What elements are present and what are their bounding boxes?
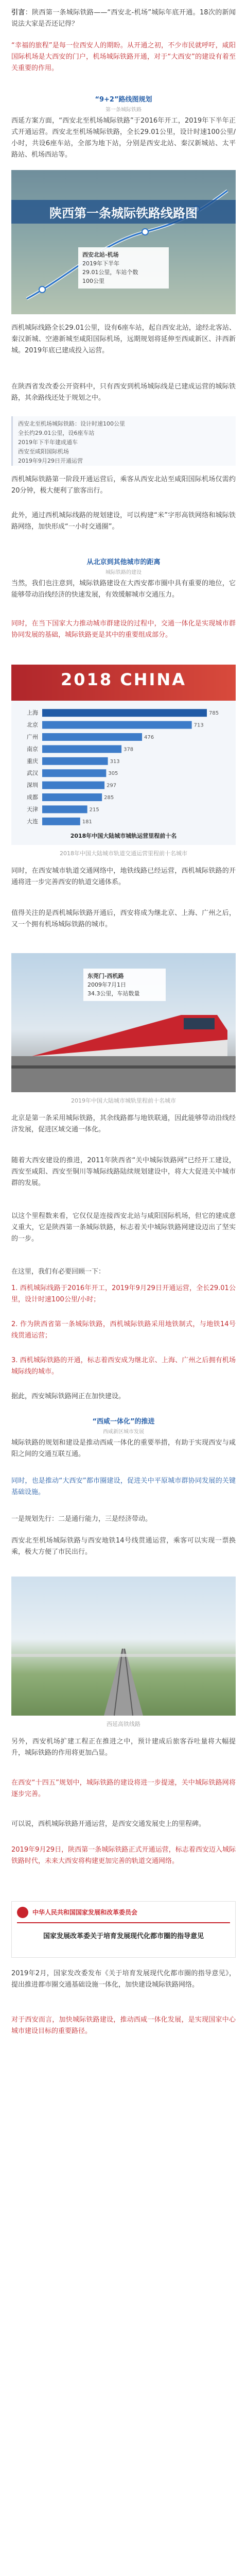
route-map-graphic [11, 170, 236, 314]
paragraph-7: 当然，我们也注意到，城际铁路建设在大西安都市圈中具有重要的地位，它能够带动沿线经济的快速发展，有效缓解城市交通压力。 [11, 580, 236, 599]
paragraph-17: 3. 西机城际铁路的开通，标志着西安成为继北京、上海、广州之后拥有机场城际线的城市。 [11, 1357, 236, 1376]
route-info-length: 29.01公里，车站个数 [82, 269, 138, 276]
quote-line: 全长约29.01公里，设6座车站 [18, 430, 95, 436]
bar-value-label: 785 [209, 710, 219, 717]
bar-chart [11, 703, 236, 842]
train-info-length: 34.3公里，车站数量 [87, 990, 140, 997]
route-map-image [11, 170, 236, 314]
section-subheading-2: 城际铁路的建设 [105, 570, 142, 575]
train-info-time: 2009年7月1日 [87, 981, 126, 988]
bar [42, 745, 121, 753]
bar-category-label: 成都 [27, 794, 38, 801]
section-title-3 [0, 1416, 247, 1435]
bar-category-label: 重庆 [27, 757, 38, 765]
railway-landscape-photo [11, 1577, 236, 1716]
bar-category-label: 北京 [27, 721, 38, 728]
bar [42, 757, 108, 765]
paragraph-4: 在陕西省发改委公开资料中，只有西安到机场城际线是已建成运营的城际铁路，其余路线还处于规划之中。 [11, 383, 236, 402]
doc-title: 国家发展改革委关于培育发展现代化都市圈的指导意见 [43, 1933, 204, 1940]
bar [42, 733, 142, 741]
bar-category-label: 广州 [27, 734, 38, 741]
paragraph-12: 随着大西安建设的推进，2011年陕西省“关中城际铁路网”已经开工建设，西安至咸阳、西安至铜川等城际线路陆续规划建设中，将大大促进关中城市群的发展。 [11, 1157, 236, 1187]
bar [42, 818, 80, 825]
bar [42, 805, 87, 813]
quote-line: 西安至咸阳国际机场 [18, 448, 69, 455]
bar-value-label: 215 [89, 807, 99, 813]
doc-header: 中华人民共和国国家发展和改革委员会 [32, 1909, 138, 1916]
train-photo [11, 953, 236, 1092]
route-map-title: 陕西第一条城际铁路线路图 [49, 206, 198, 221]
paragraph-1: “幸福的旅程”是每一位西安人的期盼。从开通之初，不少市民就呼吁，咸阳国际机场是大西安的门户，机场城际铁路开通，对于“大西安”的建设有着至关重要的作用。 [11, 42, 236, 72]
paragraph-6: 此外，通过西机城际线路的规划建设，可以构建“米”字形高铁网络和城际铁路网络，加快形成“一小时交通圈”。 [11, 512, 236, 531]
section-title-1 [0, 94, 247, 113]
paragraph-13: 以这个里程数来看，它仅仅是连接西安北站与咸阳国际机场，但它的建成意义重大，它是陕西第一条城际铁路，标志着关中城际铁路网建设迈出了坚实的一步。 [11, 1212, 236, 1243]
route-info-speed: 100公里 [82, 278, 104, 284]
bar-value-label: 313 [110, 758, 120, 765]
bar [42, 709, 207, 717]
chart-caption: 2018年中国大陆城市轨道交通运营里程前十名城市 [60, 850, 187, 857]
bar [42, 782, 104, 789]
doc-divider [17, 1922, 230, 1923]
chart-banner-text: 2018 CHINA [61, 670, 186, 689]
chart-banner [11, 665, 236, 701]
paragraph-18: 据此，西安城际铁路网正在加快建设。 [11, 1393, 126, 1400]
bar-value-label: 378 [123, 747, 134, 753]
government-doc-screenshot [11, 1901, 236, 1958]
quote-line: 2019年下半年建成通车 [18, 439, 78, 446]
bar [42, 721, 192, 729]
intro-text: ：陕西第一条城际铁路——“西安北-机场”城际年底开通。18次的新闻说法大家是否还记得？ [11, 9, 236, 28]
chart-title: 2018年中国大陆城市城轨运营里程前十名 [70, 833, 177, 839]
paragraph-25: 可以说，西机城际铁路开通运营，是西安交通发展史上的里程碑。 [11, 1820, 206, 1828]
section-subheading-3: 西咸新区城市发展 [103, 1429, 144, 1435]
landscape-caption: 西延高铁线路 [107, 1721, 140, 1727]
paragraph-14: 在这里，我们有必要回顾一下： [11, 1268, 105, 1276]
bar-category-label: 深圳 [27, 782, 38, 789]
route-info-time: 2019年下半年 [82, 260, 119, 267]
bar [42, 769, 106, 777]
paragraph-8: 同时，在当下国家大力推动城市群建设的过程中，交通一体化是实现城市群协同发展的基础，城际铁路更是其中的重要组成部分。 [11, 620, 236, 639]
bar-value-label: 297 [107, 783, 117, 789]
intro-lead: 引言 [11, 9, 25, 16]
train-info-name: 东莞门-西机路 [87, 973, 124, 979]
paragraph-15: 1. 西机城际线路于2016年开工，2019年9月29日开通运营，全长29.01公里，设计时速100公里/小时； [11, 1284, 236, 1303]
route-info-name: 西安北站-机场 [82, 251, 119, 258]
bar-value-label: 713 [193, 722, 204, 728]
paragraph-5: 西机城际铁路第一阶段开通运营后，乘客从西安北站至咸阳国际机场仅需约20分钟，极大便利了旅客出行。 [11, 476, 236, 495]
paragraph-20: 同时，也是推动“大西安”都市圈建设，促进关中平原城市群协同发展的关键基础设施。 [11, 1477, 236, 1496]
intro-paragraph [11, 7, 236, 30]
paragraph-2: 西延方案方面，“西安北至机场城际铁路”于2016年开工，2019年下半年正式开通运营。西安北至机场城际铁路，全长29.01公里，设计时速100公里/小时，共设6座车站，全部为地下站，分别是西安北站、秦汉新城站、太平路站、机场西站等。 [11, 117, 236, 159]
bar-category-label: 武汉 [27, 770, 38, 777]
paragraph-27: 2019年2月，国家发改委发布《关于培育发展现代化都市圈的指导意见》，提出推进都市圈交通基础设施一体化，加快建设城际铁路网络。 [11, 1970, 236, 1989]
section-title-2 [0, 556, 247, 575]
railway-landscape-graphic [11, 1577, 236, 1716]
quote-line: 西安北至机场城际铁路：设计时速100公里 [18, 420, 125, 427]
paragraph-16: 2. 作为陕西省第一条城际铁路，西机城际铁路采用地铁制式，与地铁14号线贯通运营； [11, 1320, 236, 1340]
quote-box-1 [11, 416, 236, 466]
bar-value-label: 476 [144, 735, 154, 741]
section-heading-3: “西咸一体化”的推进 [92, 1418, 155, 1426]
bar [42, 793, 102, 801]
quote-line: 2019年9月29日开通运营 [18, 457, 83, 464]
paragraph-19: 城际铁路的规划和建设是推动西咸一体化的重要举措，有助于实现西安与咸阳之间的交通互联互通。 [11, 1439, 236, 1458]
bar-category-label: 天津 [27, 806, 38, 813]
bar-category-label: 南京 [27, 745, 38, 753]
bar-category-label: 大连 [27, 818, 38, 825]
section-heading-1: “9+2”路线图规划 [95, 96, 152, 104]
bar-value-label: 305 [108, 771, 118, 777]
emblem-icon [17, 1907, 28, 1918]
paragraph-26: 2019年9月29日，陕西第一条城际铁路正式开通运营，标志着西安迈入城际铁路时代，未来大西安将构建更加完善的轨道交通网络。 [11, 1846, 236, 1865]
paragraph-11: 北京是第一条采用城际铁路，其余线路都与地铁联通，因此能够带动沿线经济发展，促进区域交通一体化。 [11, 1114, 236, 1133]
bar-value-label: 285 [104, 795, 114, 801]
section-subheading-1: 第一条城际铁路 [105, 107, 142, 113]
train-photo-caption: 2019年中国大陆城市城轨里程前十名城市 [71, 1097, 176, 1104]
paragraph-10: 值得关注的是西机城际铁路开通后，西安将成为继北京、上海、广州之后，又一个拥有机场城际铁路的城市。 [11, 909, 236, 928]
ranking-chart-panel [11, 665, 236, 845]
section-heading-2: 从北京到其他城市的距离 [86, 558, 161, 566]
paragraph-3: 西机城际线路全长29.01公里，设有6座车站，起自西安北站，途经北客站、秦汉新城、空港新城至咸阳国际机场，远期规划将延伸至西咸新区、沣西新城。2019年底已建成投入运营。 [11, 324, 236, 354]
paragraph-9: 同时，在西安城市轨道交通网络中，地铁线路已经运营，西机城际铁路的开通将进一步完善西安的轨道交通体系。 [11, 867, 236, 886]
paragraph-23: 另外，西安机场扩建工程正在推进之中，预计建成后旅客吞吐量将大幅提升，城际铁路的作用将更加凸显。 [11, 1738, 236, 1757]
bar-category-label: 上海 [27, 709, 38, 717]
train-info-box [83, 969, 166, 1001]
paragraph-22: 西安北至机场城际铁路与西安地铁14号线贯通运营，乘客可以实现一票换乘，极大方便了市民出行。 [11, 1537, 236, 1556]
paragraph-28: 对于西安而言，加快城际铁路建设，推动西咸一体化发展，是实现国家中心城市建设目标的重要路径。 [11, 2016, 236, 2035]
route-info-box [78, 247, 169, 289]
paragraph-24: 在西安“十四五”规划中，城际铁路的建设将进一步提速，关中城际铁路网将逐步完善。 [11, 1779, 236, 1798]
bar-value-label: 181 [82, 819, 92, 825]
paragraph-21: 一是规划先行：二是通行能力，三是经济带动。 [11, 1515, 152, 1523]
